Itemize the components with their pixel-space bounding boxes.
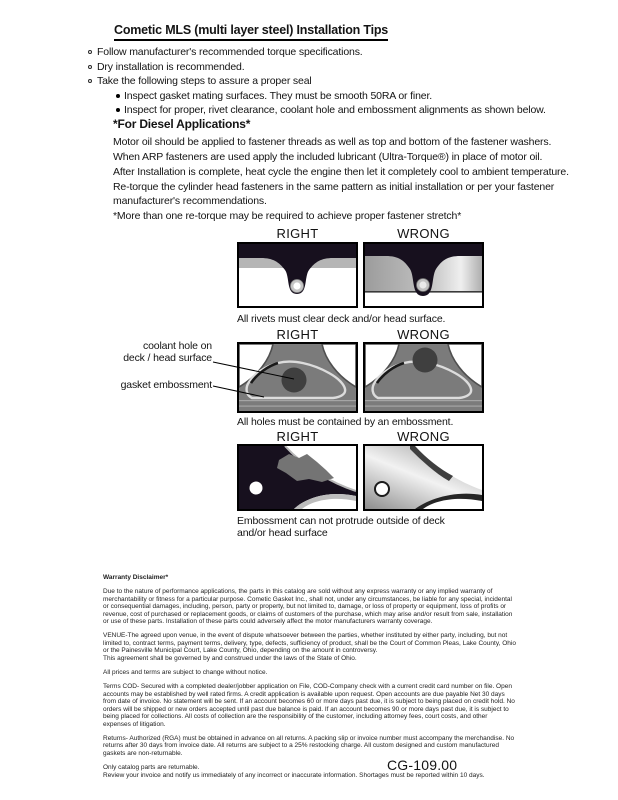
tip-text: Dry installation is recommended. [97,60,245,73]
protrusion-caption-line1: Embossment can not protrude outside of deck [237,515,445,527]
embossment-wrong-panel [363,342,484,413]
diesel-paragraph-2: After Installation is complete, heat cycle the engine then let it completely cool to ambient temperature. Re-torque the cylinder head fasteners in the same pattern as initial installation or per your fastener manufacturer's recommendations. [113,166,569,208]
list-item [116,103,546,118]
bolt-hole [375,482,389,496]
review-invoice-line: Review your invoice and notify us immediately of any incorrect or inaccurate information. Shortages must be reported within 10 days. [103,771,485,779]
deck-line [365,400,482,401]
embossment-leader-line [213,386,264,397]
rivet-wrong-diagram [365,244,482,306]
list-item [88,74,546,89]
page-title: Cometic MLS (multi layer steel) Installation Tips [114,23,388,41]
rivet-center-icon [419,281,426,288]
protrusion-caption-line2: and/or head surface [237,527,328,539]
list-item [116,89,546,104]
catalog-parts-line: Only catalog parts are returnable. [103,764,200,772]
prices-line: All prices and terms are subject to change without notice. [103,669,268,677]
diesel-applications-heading: *For Diesel Applications* [113,117,251,131]
deck-line [365,406,482,407]
gasket-embossment-callout: gasket embossment [120,379,212,391]
tip-text: Inspect for proper, rivet clearance, coolant hole and embossment alignments as shown below. [124,104,546,116]
hollow-bullet-icon [88,65,92,69]
right-label: RIGHT [276,429,319,444]
list-item [88,45,546,60]
wrong-label: WRONG [397,226,450,241]
hollow-bullet-icon [88,50,92,54]
coolant-hole-callout: coolant hole on deck / head surface [123,340,212,364]
rivet-right-panel [237,242,358,308]
rivet-right-diagram [239,244,356,306]
coolant-leader-line [213,362,294,379]
right-label: RIGHT [276,226,319,241]
callout-leader-lines [212,340,312,410]
governing-law-line: This agreement shall be governed by and construed under the laws of the State of Ohio. [103,654,357,662]
tip-text: Take the following steps to assure a proper seal [97,75,312,87]
page-code: CG-109.00 [387,757,458,773]
protrusion-wrong-panel [363,444,484,511]
dot-bullet-icon [116,108,120,112]
tip-text: Inspect gasket mating surfaces. They must be smooth 50RA or finer. [124,89,432,102]
coolant-hole [413,348,438,373]
protrusion-right-diagram [239,446,356,509]
wrong-label: WRONG [397,327,450,342]
venue-paragraph: VENUE-The agreed upon venue, in the event of dispute whatsoever between the parties, whether instituted by either party, including, but not limited to, contract terms, payment terms, delivery, type, defects, sufficiency of product, shall be the Court of Common Pleas, Lake County, Ohio or the Painesville Municipal Court, Lake County, Ohio, depending on the amount in controversy. [103,632,516,655]
rivet-caption: All rivets must clear deck and/or head surface. [237,313,446,325]
protrusion-right-panel [237,444,358,511]
installation-tips-list [88,45,546,118]
rivet-center-icon [293,282,300,289]
rivet-wrong-panel [363,242,484,308]
bolt-hole [250,482,263,495]
retorque-note: *More than one re-torque may be required to achieve proper fastener stretch* [113,210,462,222]
embossment-wrong-diagram [365,344,482,411]
returns-paragraph: Returns- Authorized (RGA) must be obtained in advance on all returns. A packing slip or invoice number must accompany the merchandise. No returns after 30 days from invoice date. All returns are subject to a 25% restocking charge. All custom designed and custom manufactured gaskets are non-returnable. [103,734,515,757]
legal-block [103,574,517,779]
tip-text: Follow manufacturer's recommended torque specifications. [97,46,363,58]
right-label: RIGHT [276,327,319,342]
terms-cod-paragraph: Terms COD- Secured with a completed dealer/jobber application on File, COD-Company check with a current credit card number on file. Open accounts may be established by well rated firms. A credit application is available upon request. Open accounts are due payable Net 30 days from date of invoice. No statement will be sent. If an account becomes 60 or more days past due, it is subject to being placed on credit hold. No orders will be shipped or new orders accepted until past due balance is paid. If an account becomes 90 or more days past due, it is subject to being placed for collections. All costs of collection are the responsibility of the customer, including attorney fees, court costs, and other expenses of litigation. [103,683,515,728]
disclaimer-paragraph: Due to the nature of performance applications, the parts in this catalog are sold without any express warranty or any implied warranty of merchantability or fitness for a particular purpose. Cometic Gasket Inc., shall not, under any circumstances, be liable for any special, incidental or consequential damages, including, person, party or property, but not limited to, damage, or loss of property or equipment, loss of profits or revenue, cost of purchased or replacement goods, or claims of customers of the purchase, which may arise and/or result from sale, installation or use of these parts. Installation of these parts could adversely affect the motor manufacturers warranty coverage. [103,588,513,626]
protrusion-wrong-diagram [365,446,482,509]
hollow-bullet-icon [88,79,92,83]
embossment-caption: All holes must be contained by an embossment. [237,416,454,428]
dot-bullet-icon [116,94,120,98]
warranty-disclaimer-heading: Warranty Disclaimer* [103,574,169,581]
diesel-paragraph-1: Motor oil should be applied to fastener threads as well as top and bottom of the fastener washers. When ARP fasteners are used apply the included lubricant (Ultra-Torque®) in place of motor oil. [113,136,552,163]
wrong-label: WRONG [397,429,450,444]
list-item [88,60,546,75]
